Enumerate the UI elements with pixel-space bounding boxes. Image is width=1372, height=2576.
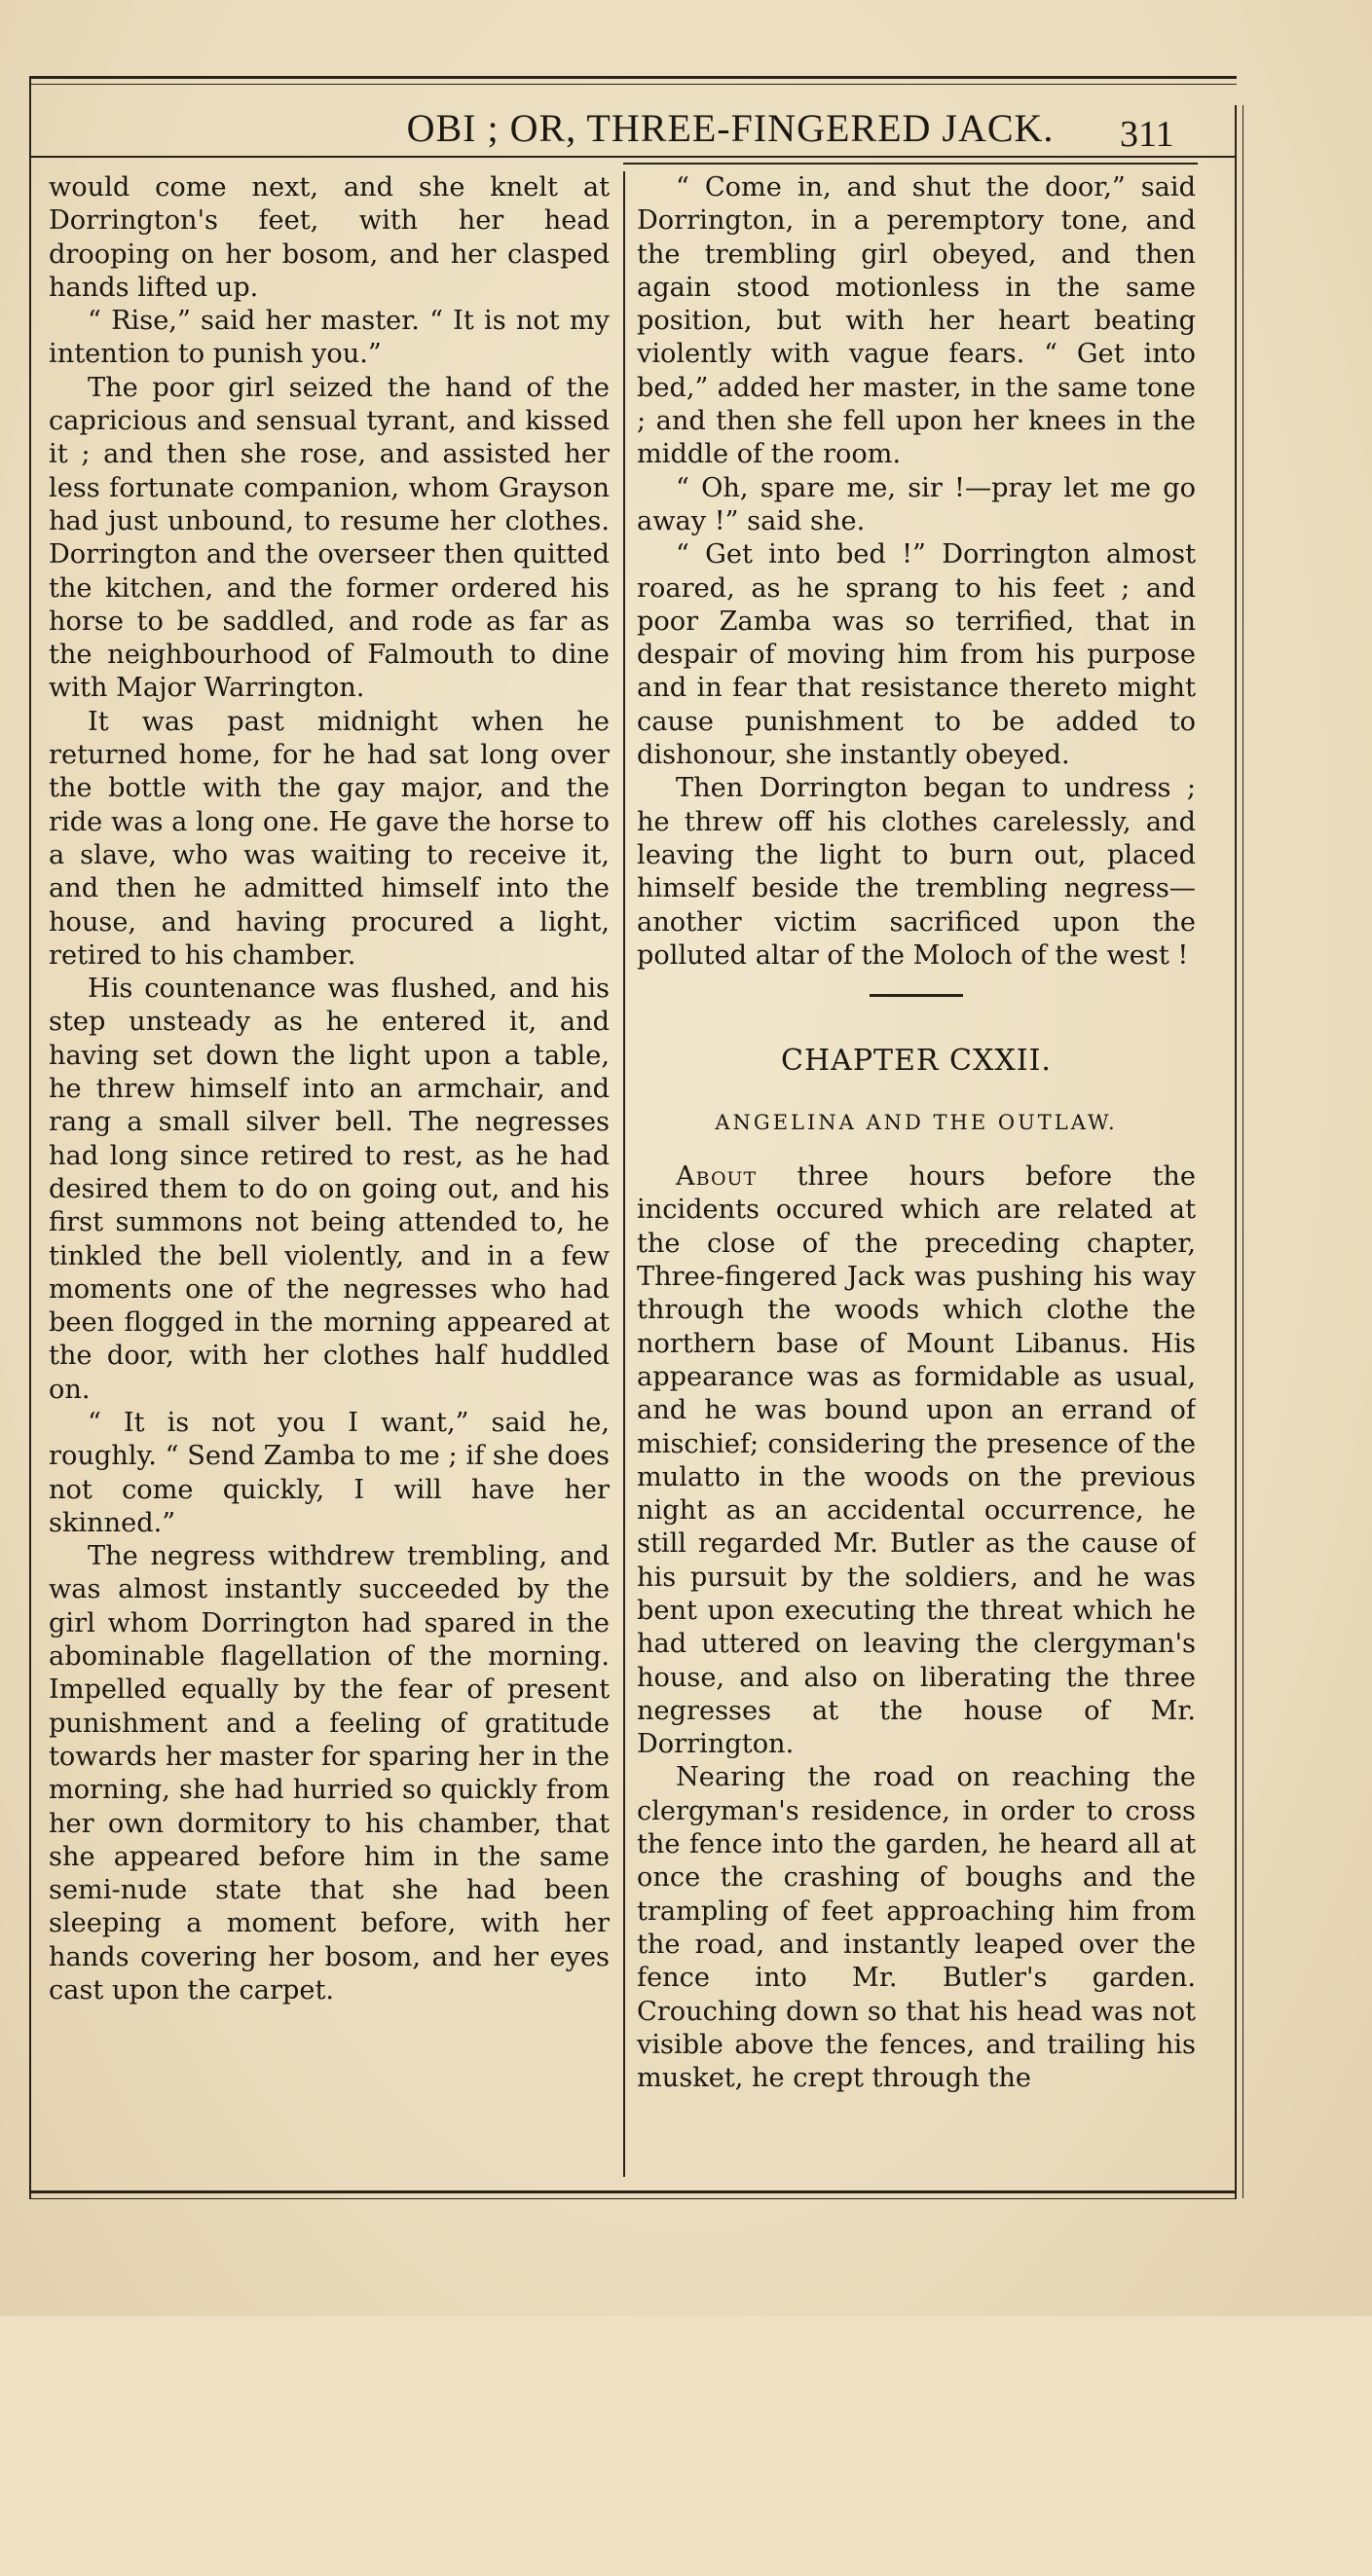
chapter-heading: [637, 994, 1196, 1137]
paragraph: His countenance was flushed, and his step unsteady as he entered it, and having set down the light upon a table, he threw himself into an armchair, and rang a small silver bell. The negresses had long since retired to rest, as he had desired them to do on going out, and his first summons not being attended to, he tinkled the bell violently, and in a few moments one of the negresses who had been flogged in the morning appeared at the door, with her clothes half huddled on.: [49, 974, 610, 1405]
top-rule-thick: [29, 76, 1237, 79]
right-column: [637, 171, 1196, 2576]
paragraph: It was past midnight when he returned home, for he had sat long over the bottle with the gay major, and the ride was a long one. He gave the horse to a slave, who was waiting to receive it, and then he admitted himself into the house, and having procured a light, retired to his chamber.: [49, 706, 610, 971]
paragraph: “ It is not you I want,” said he, roughly. “ Send Zamba to me ; if she does not come quickly, I will have her skinned.”: [49, 1407, 610, 1538]
left-border-rule: [29, 76, 31, 2198]
paragraph: Then Dorrington began to undress ; he threw off his clothes carelessly, and leaving the light to burn out, placed himself beside the trembling negress—another victim sacrificed upon the polluted altar of the Moloch of the west !: [637, 773, 1196, 971]
paragraph: Nearing the road on reaching the clergyman's residence, in order to cross the fence into the garden, he heard all at once the crashing of boughs and the trampling of feet approaching him from the road, and instantly leaped over the fence into Mr. Butler's garden. Crouching down so that his head was not visible above the fences, and trailing his musket, he crept through the: [637, 1762, 1196, 2094]
chapter-title: CHAPTER CXXII.: [781, 1044, 1052, 1079]
right-border-rule-outer: [1242, 105, 1243, 2198]
paragraph: “ Rise,” said her master. “ It is not my intention to punish you.”: [49, 306, 610, 370]
header-underline-thin: [623, 163, 1198, 165]
left-column: [49, 171, 610, 2576]
top-rule-thin: [29, 84, 1237, 85]
paragraph: The poor girl seized the hand of the capricious and sensual tyrant, and kissed it ; and then she rose, and assisted her less fortunate companion, whom Grayson had just unbound, to resume her clothes. Dorrington and the overseer then quitted the kitchen, and the former ordered his horse to be saddled, and rode as far as the neighbourhood of Falmouth to dine with Major Warrington.: [49, 372, 610, 704]
chapter-divider: [870, 994, 963, 997]
right-border-rule: [1235, 105, 1237, 2198]
chapter-subtitle: ANGELINA AND THE OUTLAW.: [715, 1111, 1118, 1135]
paragraph: “ Come in, and shut the door,” said Dorrington, in a peremptory tone, and the trembling girl obeyed, and then again stood motionless in the same position, but with her heart beating violently with vague fears. “ Get into bed,” added her master, in the same tone ; and then she fell upon her knees in the middle of the room.: [637, 172, 1196, 470]
first-paragraph-text: three hours before the incidents occured which are related at the close of the preceding chapter, Three-fingered Jack was pushing his way through the woods which clothe the northern base of Mount Libanus. His appearance was as formidable as usual, and he was bound upon an errand of mischief; considering the presence of the mulatto in the woods on the previous night as an accidental occurrence, he still regarded Mr. Butler as the cause of his pursuit by the soldiers, and he was bent upon executing the threat which he had uttered on leaving the clergyman's house, and also on liberating the three negresses at the house of Mr. Dorrington.: [637, 1161, 1196, 1760]
paragraph: “ Get into bed !” Dorrington almost roared, as he sprang to his feet ; and poor Zamba was so terrified, that in despair of moving him from his purpose and in fear that resistance thereto might cause punishment to be added to dishonour, she instantly obeyed.: [637, 539, 1196, 771]
chapter-first-paragraph: [637, 1160, 1196, 1761]
header-underline: [29, 156, 1237, 158]
paragraph: would come next, and she knelt at Dorrington's feet, with her head drooping on her bosom, and her clasped hands lifted up.: [49, 172, 610, 303]
column-divider: [623, 171, 625, 2177]
paragraph: The negress withdrew trembling, and was almost instantly succeeded by the girl whom Dorrington had spared in the abominable flagellation of the morning. Impelled equally by the fear of present punishment and a feeling of gratitude towards her master for sparing her in the morning, she had hurried so quickly from her own dormitory to his chamber, that she appeared before him in the same semi-nude state that she had been sleeping a moment before, with her hands covering her bosom, and her eyes cast upon the carpet.: [49, 1541, 610, 2006]
page-number: 311: [1120, 114, 1174, 155]
first-word: About: [676, 1161, 758, 1193]
paragraph: “ Oh, spare me, sir !—pray let me go away !” said she.: [637, 472, 1196, 536]
running-title: OBI ; OR, THREE-FINGERED JACK.: [406, 106, 1055, 150]
